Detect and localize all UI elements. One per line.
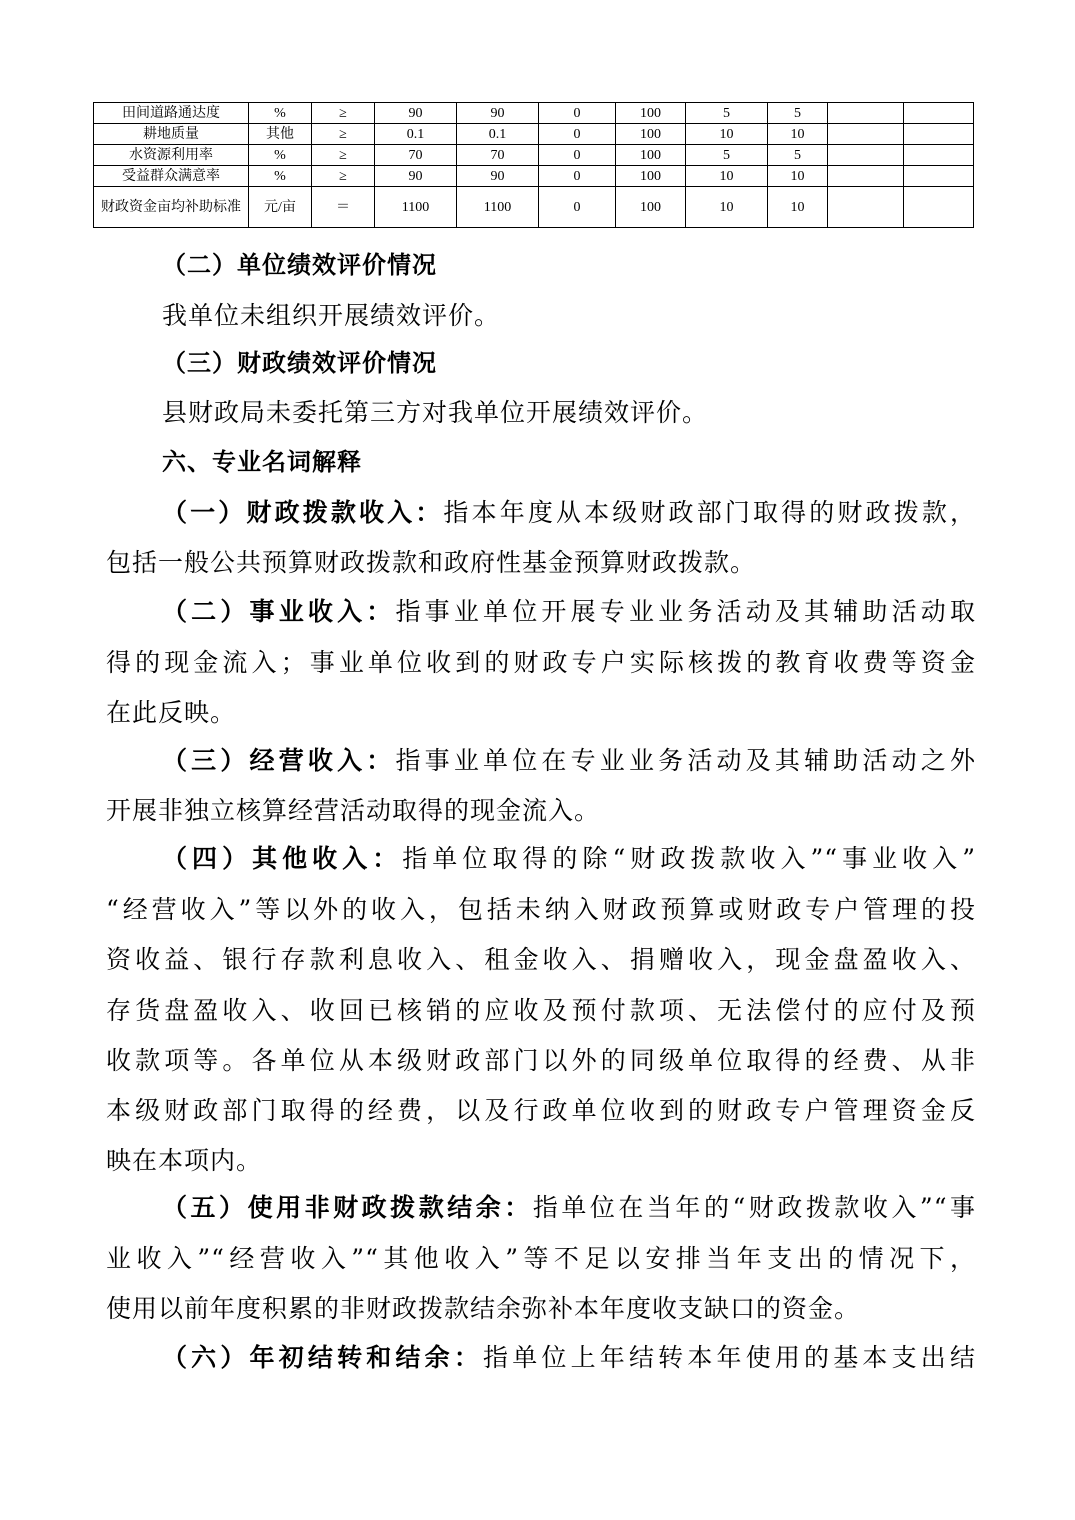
term-label: （四）其他收入： (162, 844, 403, 873)
table-cell: 90 (375, 166, 457, 187)
table-cell (904, 145, 974, 166)
table-cell (828, 187, 904, 228)
table-cell: 70 (457, 145, 539, 166)
term-fiscal-appropriation (162, 498, 976, 528)
section-heading-unit-evaluation: （二）单位绩效评价情况 (162, 251, 437, 279)
table-cell: 10 (686, 124, 768, 145)
table-cell: % (249, 145, 312, 166)
table-cell: 10 (768, 124, 828, 145)
table-cell (828, 145, 904, 166)
table-cell: 0 (539, 103, 616, 124)
table-cell: 0.1 (457, 124, 539, 145)
table-cell (828, 103, 904, 124)
term-text-line: 本级财政部门取得的经费，以及行政单位收到的财政专户管理资金反 (106, 1096, 976, 1125)
table-row (94, 124, 974, 145)
section-body-fiscal-evaluation: 县财政局未委托第三方对我单位开展绩效评价。 (162, 398, 709, 427)
table-cell: 10 (768, 187, 828, 228)
table-cell: 5 (686, 103, 768, 124)
term-non-fiscal-surplus-use (162, 1193, 976, 1223)
section-heading-fiscal-evaluation: （三）财政绩效评价情况 (162, 349, 437, 377)
indicator-name-cell: 田间道路通达度 (94, 103, 249, 124)
term-text: 指事业单位开展专业业务活动及其辅助活动取 (395, 597, 976, 626)
table-cell: ＝ (312, 187, 375, 228)
table-cell: 10 (686, 166, 768, 187)
term-opening-carryover (162, 1343, 976, 1373)
term-label: （三）经营收入： (162, 746, 396, 775)
performance-indicator-table (93, 102, 974, 228)
term-text-line: 业收入”“经营收入”“其他收入”等不足以安排当年支出的情况下， (106, 1244, 976, 1273)
table-cell: 90 (457, 103, 539, 124)
table-cell: 0.1 (375, 124, 457, 145)
table-cell: 10 (768, 166, 828, 187)
table-cell: 0 (539, 187, 616, 228)
indicator-name-cell: 受益群众满意率 (94, 166, 249, 187)
term-text: 指事业单位在专业业务活动及其辅助活动之外 (395, 746, 976, 775)
table-cell: 其他 (249, 124, 312, 145)
table-cell: % (249, 166, 312, 187)
table-cell: % (249, 103, 312, 124)
table-cell: 100 (616, 103, 686, 124)
indicator-name-cell: 财政资金亩均补助标准 (94, 187, 249, 228)
table-cell (828, 166, 904, 187)
term-text-line: 资收益、银行存款利息收入、租金收入、捐赠收入，现金盘盈收入、 (106, 945, 976, 974)
table-cell (904, 166, 974, 187)
table-row (94, 187, 974, 228)
term-text-line: 存货盘盈收入、收回已核销的应收及预付款项、无法偿付的应付及预 (106, 996, 976, 1025)
table-cell: 70 (375, 145, 457, 166)
term-label: （六）年初结转和结余： (162, 1343, 484, 1372)
table-cell: 100 (616, 124, 686, 145)
term-text: 指本年度从本级财政部门取得的财政拨款， (443, 498, 976, 527)
term-text-line: 在此反映。 (106, 698, 237, 727)
table-cell: 1100 (457, 187, 539, 228)
term-text-line: 映在本项内。 (106, 1146, 263, 1175)
term-text: 指单位取得的除“财政拨款收入”“事业收入” (402, 844, 976, 873)
term-label: （一）财政拨款收入： (162, 498, 444, 527)
table-cell: ≥ (312, 166, 375, 187)
indicator-name-cell: 耕地质量 (94, 124, 249, 145)
table-cell: 0 (539, 166, 616, 187)
section-body-unit-evaluation: 我单位未组织开展绩效评价。 (162, 301, 501, 330)
term-text-line: 包括一般公共预算财政拨款和政府性基金预算财政拨款。 (106, 548, 757, 577)
section-heading-glossary: 六、专业名词解释 (162, 448, 362, 476)
table-cell: 0 (539, 124, 616, 145)
table-cell: 0 (539, 145, 616, 166)
table-row (94, 145, 974, 166)
term-text-line: 收款项等。各单位从本级财政部门以外的同级单位取得的经费、从非 (106, 1046, 976, 1075)
table-cell: ≥ (312, 145, 375, 166)
table-row (94, 166, 974, 187)
table-cell: 100 (616, 187, 686, 228)
table-cell: 1100 (375, 187, 457, 228)
table-cell (904, 124, 974, 145)
table-cell: 5 (768, 103, 828, 124)
table-cell (904, 187, 974, 228)
term-label: （二）事业收入： (162, 597, 396, 626)
term-text: 指单位在当年的“财政拨款收入”“事 (532, 1193, 976, 1222)
table-cell: ≥ (312, 103, 375, 124)
table-cell: 100 (616, 166, 686, 187)
table-cell: 5 (768, 145, 828, 166)
table-cell (828, 124, 904, 145)
term-other-income (162, 844, 976, 874)
term-text-line: 开展非独立核算经营活动取得的现金流入。 (106, 796, 601, 825)
term-label: （五）使用非财政拨款结余： (162, 1193, 533, 1222)
table-cell: ≥ (312, 124, 375, 145)
table-cell: 5 (686, 145, 768, 166)
table-cell: 元/亩 (249, 187, 312, 228)
term-text-line: 得的现金流入；事业单位收到的财政专户实际核拨的教育收费等资金 (106, 648, 976, 677)
table-cell: 10 (686, 187, 768, 228)
table-cell (904, 103, 974, 124)
table-row (94, 103, 974, 124)
indicator-name-cell: 水资源利用率 (94, 145, 249, 166)
term-operating-income (162, 746, 976, 776)
term-text-line: “经营收入”等以外的收入，包括未纳入财政预算或财政专户管理的投 (106, 895, 976, 924)
term-text: 指单位上年结转本年使用的基本支出结 (483, 1343, 976, 1372)
table-cell: 90 (457, 166, 539, 187)
table-cell: 100 (616, 145, 686, 166)
table-cell: 90 (375, 103, 457, 124)
term-business-income (162, 597, 976, 627)
term-text-line: 使用以前年度积累的非财政拨款结余弥补本年度收支缺口的资金。 (106, 1294, 861, 1323)
